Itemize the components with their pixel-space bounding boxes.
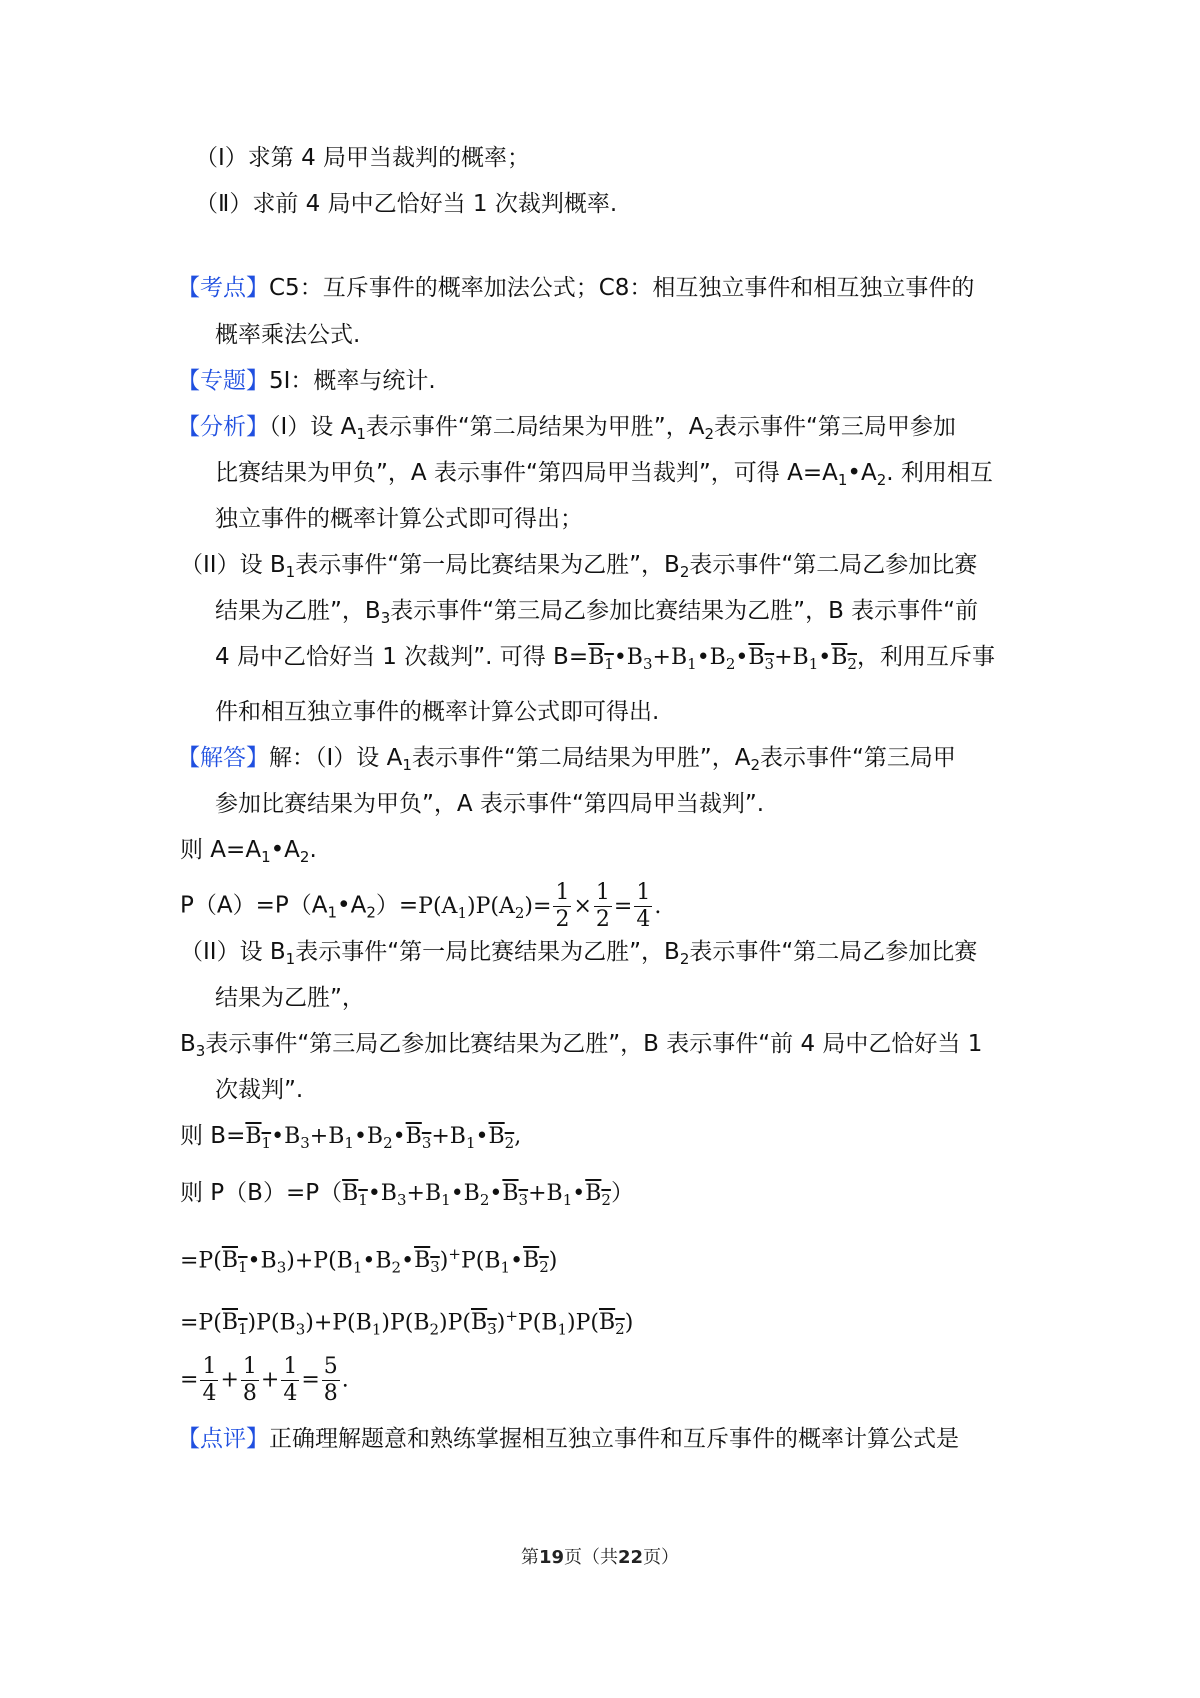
dianping-text: 正确理解题意和熟练掌握相互独立事件和互斥事件的概率计算公式是 — [269, 1426, 959, 1452]
formula-b: $B_1•B_3+B_1•B_2•B_3+B_1•B_2$ — [588, 645, 857, 673]
fenxi-line-5: 结果为乙胜”，$B_3$表示事件“第三局乙参加比赛结果为乙胜”，B 表示事件“前 — [215, 598, 979, 627]
jieda-line-1: 【解答】解：（I）设 $A_1$表示事件“第二局结果为甲胜”，$A_2$表示事件“第三局甲 — [177, 745, 956, 774]
kaodian-line-2: 概率乘法公式. — [215, 322, 361, 348]
fenxi-line-4: （II）设 $B_1$表示事件“第一局比赛结果为乙胜”，$B_2$表示事件“第二局乙参加比赛 — [180, 552, 978, 581]
jieda-line-5: （II）设 $B_1$表示事件“第一局比赛结果为乙胜”，$B_2$表示事件“第二局乙参加比赛 — [180, 939, 978, 968]
jieda-line-6: 结果为乙胜”， — [215, 985, 365, 1011]
kaodian-label: 【考点】 — [177, 275, 269, 301]
fenxi-label: 【分析】 — [177, 414, 269, 440]
page-number: 19 — [538, 1547, 564, 1568]
question-2: （Ⅱ）求前 4 局中乙恰好当 1 次裁判概率. — [195, 191, 618, 217]
jieda-label: 【解答】 — [177, 745, 269, 771]
question-1: （Ⅰ）求第 4 局甲当裁判的概率； — [195, 145, 531, 171]
page-total: 22 — [618, 1547, 644, 1568]
jieda-line-3: 则 $A=A_1•A_2$. — [180, 837, 317, 866]
formula-pb-step2: $=P(B_1)P(B_3)+P(B_1)P(B_2)P(B_3)^+P(B_1)P(B_2)$ — [180, 1307, 634, 1339]
fenxi-line-1: 【分析】（I）设 $A_1$表示事件“第二局结果为甲胜”，$A_2$表示事件“第三局甲参加 — [177, 414, 956, 443]
zhuanti-text: 5I：概率与统计. — [269, 368, 436, 394]
fenxi-line-2: 比赛结果为甲负”，A 表示事件“第四局甲当裁判”，可得 $A=A_1•A_2$. 利用相互 — [215, 460, 993, 489]
fenxi-line-3: 独立事件的概率计算公式即可得出； — [215, 506, 583, 532]
jieda-line-7: $B_3$表示事件“第三局乙参加比赛结果为乙胜”，B 表示事件“前 4 局中乙恰好当 1 — [180, 1031, 983, 1060]
jieda-line-10: 则 $P(B)=P(B_1•B_3+B_1•B_2•B_3+B_1•B_2)$ — [180, 1180, 634, 1209]
formula-pb-result: = $\frac{1}{4}$ + $\frac{1}{8}$ + $\frac{1}{4}$ = $\frac{5}{8}$ . — [180, 1354, 349, 1406]
jieda-line-9: 则 $B=B_1•B_3+B_1•B_2•B_3+B_1•B_2$, — [180, 1123, 522, 1152]
formula-b-def: $B_1•B_3+B_1•B_2•B_3+B_1•B_2$, — [245, 1124, 522, 1152]
fenxi-line-6: 4 局中乙恰好当 1 次裁判”. 可得 $B=B_1•B_3+B_1•B_2•B_3+B_1•B_2$，利用互斥事 — [215, 644, 995, 673]
dianping-line — [177, 1423, 959, 1455]
formula-pa: $P(A_1)P(A_2)=$ $\frac{1}{2}$ × $\frac{1}{2}$ = $\frac{1}{4}$ . — [418, 880, 662, 932]
page-footer: 第19页（共22页） — [520, 1547, 680, 1568]
jieda-line-8: 次裁判”. — [215, 1077, 304, 1103]
zhuanti-line — [177, 365, 436, 397]
jieda-line-4: $P(A)=P(A_1•A_2)=P(A_1)P(A_2)=$ $\frac{1}{2}$ × $\frac{1}{2}$ = $\frac{1}{4}$ . — [180, 880, 662, 932]
zhuanti-label: 【专题】 — [177, 368, 269, 394]
fenxi-line-7: 件和相互独立事件的概率计算公式即可得出. — [215, 699, 660, 725]
dianping-label: 【点评】 — [177, 1426, 269, 1452]
formula-pb: $B_1•B_3+B_1•B_2•B_3+B_1•B_2$ — [342, 1181, 611, 1209]
formula-pb-step1: $=P(B_1•B_3)+P(B_1•B_2•B_3)^+P(B_1•B_2)$ — [180, 1245, 558, 1277]
kaodian-text: C5：互斥事件的概率加法公式；C8：相互独立事件和相互独立事件的 — [269, 275, 975, 301]
kaodian-line-1 — [177, 272, 974, 304]
jieda-line-2: 参加比赛结果为甲负”，A 表示事件“第四局甲当裁判”. — [215, 791, 765, 817]
